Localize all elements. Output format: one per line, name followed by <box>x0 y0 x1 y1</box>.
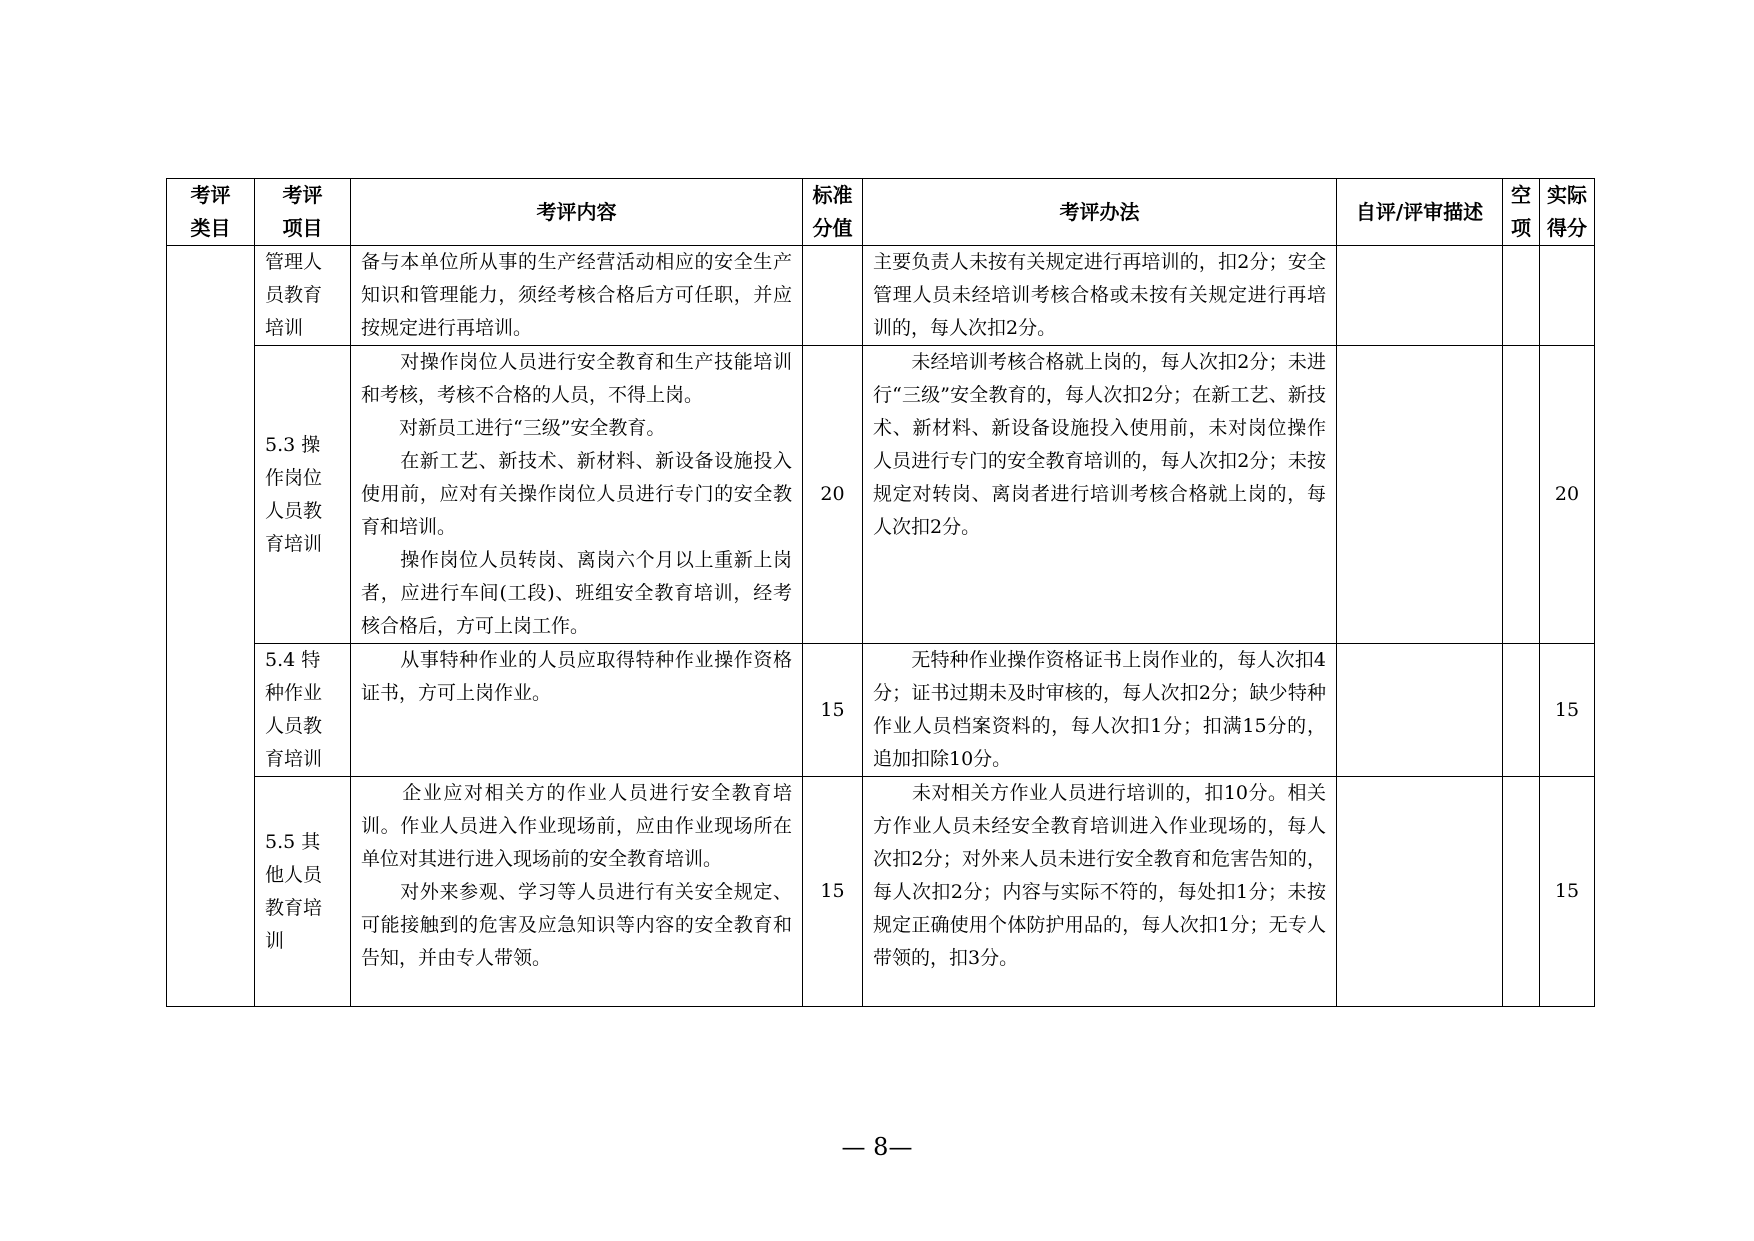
method-cell: 主要负责人未按有关规定进行再培训的，扣2分；安全管理人员未经培训考核合格或未按有关规定进行再培训的，每人次扣2分。 <box>863 246 1337 346</box>
table-row <box>167 346 1595 644</box>
content-cell: 备与本单位所从事的生产经营活动相应的安全生产知识和管理能力，须经考核合格后方可任职，并应按规定进行再培训。 <box>351 246 803 346</box>
actual-score-cell: 15 <box>1540 644 1595 777</box>
self-eval-cell <box>1337 346 1503 644</box>
empty-item-cell <box>1503 644 1540 777</box>
actual-score-cell: 15 <box>1540 777 1595 1007</box>
content-cell: 从事特种作业的人员应取得特种作业操作资格证书，方可上岗作业。 <box>351 644 803 777</box>
evaluation-table <box>166 178 1595 1007</box>
project-cell: 管理人 员教育 培训 <box>255 246 351 346</box>
method-cell: 无特种作业操作资格证书上岗作业的，每人次扣4分；证书过期未及时审核的，每人次扣2分；缺少特种作业人员档案资料的，每人次扣1分；扣满15分的，追加扣除10分。 <box>863 644 1337 777</box>
table-row <box>167 246 1595 346</box>
actual-score-cell <box>1540 246 1595 346</box>
standard-score-cell: 15 <box>803 777 863 1007</box>
header-actual-score: 实际 得分 <box>1540 179 1595 246</box>
header-content: 考评内容 <box>351 179 803 246</box>
header-self-eval: 自评/评审描述 <box>1337 179 1503 246</box>
table-row <box>167 644 1595 777</box>
standard-score-cell: 15 <box>803 644 863 777</box>
project-cell: 5.4 特 种作业 人员教 育培训 <box>255 644 351 777</box>
project-cell: 5.3 操 作岗位 人员教 育培训 <box>255 346 351 644</box>
content-cell: 对操作岗位人员进行安全教育和生产技能培训和考核，考核不合格的人员，不得上岗。 对新员工进行“三级”安全教育。 在新工艺、新技术、新材料、新设备设施投入使用前，应对有关操作岗位人员进行专门的安全教育和培训。 操作岗位人员转岗、离岗六个月以上重新上岗者，应进行车间(工段)、班组安全教育培训，经考核合格后，方可上岗工作。 <box>351 346 803 644</box>
empty-item-cell <box>1503 777 1540 1007</box>
header-category: 考评 类目 <box>167 179 255 246</box>
self-eval-cell <box>1337 777 1503 1007</box>
table-row <box>167 777 1595 1007</box>
self-eval-cell <box>1337 246 1503 346</box>
standard-score-cell: 20 <box>803 346 863 644</box>
page-number: — 8— <box>841 1133 913 1161</box>
header-standard-score: 标准 分值 <box>803 179 863 246</box>
content-cell: 企业应对相关方的作业人员进行安全教育培训。作业人员进入作业现场前，应由作业现场所在单位对其进行进入现场前的安全教育培训。 对外来参观、学习等人员进行有关安全规定、可能接触到的危害及应急知识等内容的安全教育和告知，并由专人带领。 <box>351 777 803 1007</box>
header-empty-item: 空 项 <box>1503 179 1540 246</box>
header-method: 考评办法 <box>863 179 1337 246</box>
project-cell: 5.5 其 他人员 教育培 训 <box>255 777 351 1007</box>
method-cell: 未对相关方作业人员进行培训的，扣10分。相关方作业人员未经安全教育培训进入作业现场的，每人次扣2分；对外来人员未进行安全教育和危害告知的，每人次扣2分；内容与实际不符的，每处扣1分；未按规定正确使用个体防护用品的，每人次扣1分；无专人带领的，扣3分。 <box>863 777 1337 1007</box>
header-project: 考评 项目 <box>255 179 351 246</box>
self-eval-cell <box>1337 644 1503 777</box>
standard-score-cell <box>803 246 863 346</box>
header-row <box>167 179 1595 246</box>
method-cell: 未经培训考核合格就上岗的，每人次扣2分；未进行“三级”安全教育的，每人次扣2分；在新工艺、新技术、新材料、新设备设施投入使用前，未对岗位操作人员进行专门的安全教育培训的，每人次扣2分；未按规定对转岗、离岗者进行培训考核合格就上岗的，每人次扣2分。 <box>863 346 1337 644</box>
empty-item-cell <box>1503 246 1540 346</box>
empty-item-cell <box>1503 346 1540 644</box>
actual-score-cell: 20 <box>1540 346 1595 644</box>
category-cell <box>167 246 255 1007</box>
